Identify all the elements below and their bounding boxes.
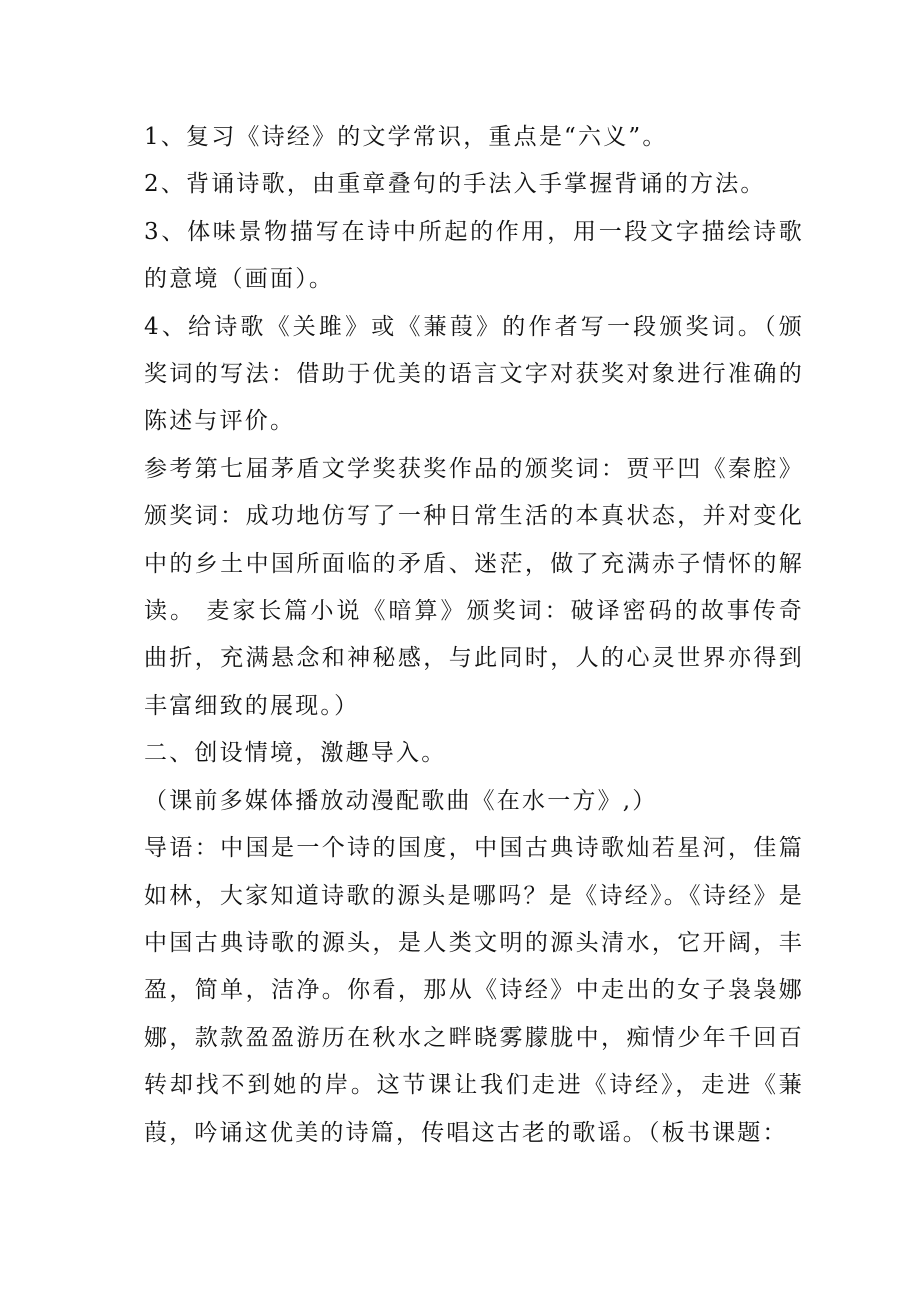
paragraph-award-speech-task: 4、给诗歌《关雎》或《蒹葭》的作者写一段颁奖词。（颁奖词的写法：借助于优美的语言文字对获奖对象进行准确的陈述与评价。 [144,313,804,435]
paragraph-review-shijing: 1、复习《诗经》的文学常识，重点是“六义”。 [144,124,668,150]
paragraph-scenery-description: 3、体味景物描写在诗中所起的作用，用一段文字描绘诗歌的意境（画面）。 [144,218,804,293]
paragraph-award-speech-examples: 参考第七届茅盾文学奖获奖作品的颁奖词：贾平凹《秦腔》颁奖词：成功地仿写了一种日常生活的本真状态，并对变化中的乡土中国所面临的矛盾、迷茫，做了充满赤子情怀的解读。 麦家长篇小说《暗算》颁奖词：破译密码的故事传奇曲折，充满悬念和神秘感，与此同时，人的心灵世界亦得到丰富细致的展现。） [144,455,804,719]
paragraph-lead-in: 导语：中国是一个诗的国度，中国古典诗歌灿若星河，佳篇如林，大家知道诗歌的源头是哪吗？是《诗经》。《诗经》是中国古典诗歌的源头，是人类文明的源头清水，它开阔，丰盈，简单，洁净。你看，那从《诗经》中走出的女子袅袅娜娜，款款盈盈游历在秋水之畔晓雾朦胧中，痴情少年千回百转却找不到她的岸。这节课让我们走进《诗经》，走进《蒹葭，吟诵这优美的诗篇，传唱这古老的歌谣。（板书课题： [144,835,804,1146]
section-heading-introduction: 二、创设情境，激趣导入。 [144,740,447,767]
document-body [144,114,804,1157]
paragraph-multimedia-note: （课前多媒体播放动漫配歌曲《在水一方》,） [144,787,658,814]
paragraph-recite-poem: 2、背诵诗歌，由重章叠句的手法入手掌握背诵的方法。 [144,171,766,198]
